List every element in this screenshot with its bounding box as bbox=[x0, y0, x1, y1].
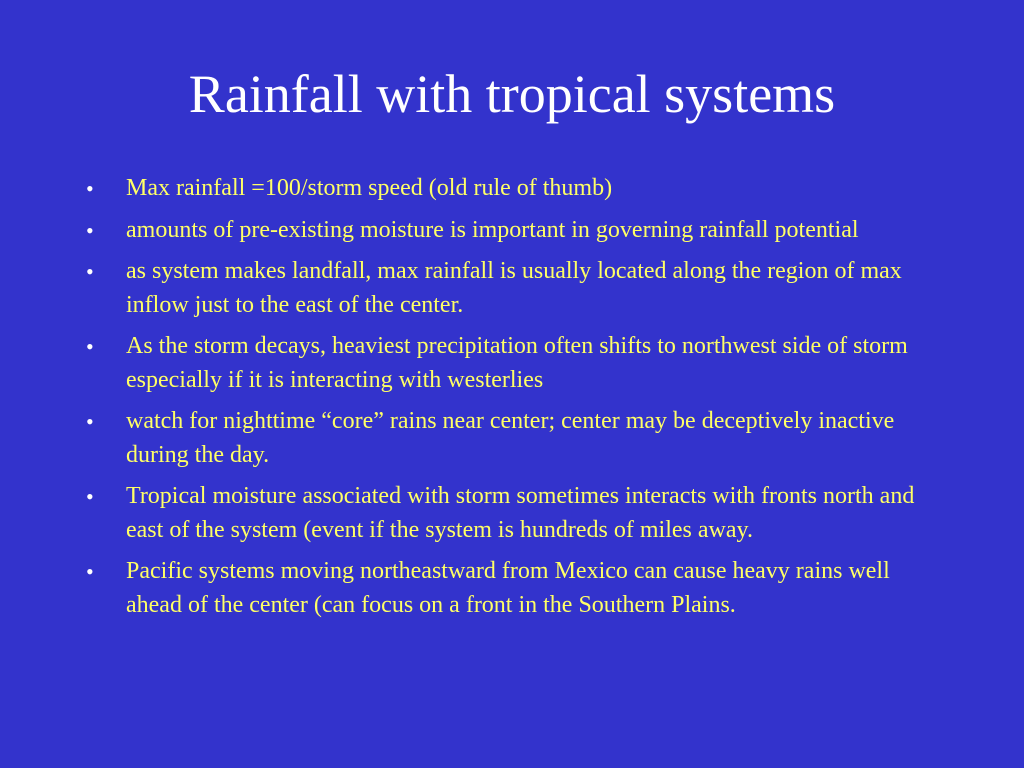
bullet-text: Tropical moisture associated with storm sometimes interacts with fronts north and east of the system (event if the system is hundreds of miles away. bbox=[126, 483, 915, 543]
bullet-item bbox=[86, 480, 936, 547]
bullet-item bbox=[86, 405, 936, 472]
bullet-item bbox=[86, 214, 936, 248]
bullet-item bbox=[86, 172, 936, 206]
bullet-icon: • bbox=[86, 259, 94, 284]
bullet-text: amounts of pre-existing moisture is important in governing rainfall potential bbox=[126, 216, 859, 243]
slide-title: Rainfall with tropical systems bbox=[188, 64, 836, 124]
bullet-text: as system makes landfall, max rainfall is usually located along the region of max inflow just to the east of the center. bbox=[126, 258, 902, 318]
bullet-item bbox=[86, 330, 936, 397]
bullet-icon: • bbox=[86, 484, 94, 509]
bullet-icon: • bbox=[86, 409, 94, 434]
bullet-text: watch for nighttime “core” rains near center; center may be deceptively inactive during the day. bbox=[126, 408, 895, 468]
bullet-text: Pacific systems moving northeastward from Mexico can cause heavy rains well ahead of the center (can focus on a front in the Southern Plains. bbox=[126, 558, 890, 618]
bullet-text: As the storm decays, heaviest precipitation often shifts to northwest side of storm especially if it is interacting with westerlies bbox=[126, 333, 908, 393]
bullet-item bbox=[86, 255, 936, 322]
bullet-icon: • bbox=[86, 176, 94, 201]
bullet-icon: • bbox=[86, 559, 94, 584]
bullet-text: Max rainfall =100/storm speed (old rule of thumb) bbox=[126, 175, 613, 201]
bullet-list bbox=[86, 172, 936, 630]
bullet-icon: • bbox=[86, 217, 94, 243]
bullet-item bbox=[86, 555, 936, 622]
bullet-icon: • bbox=[86, 334, 94, 359]
